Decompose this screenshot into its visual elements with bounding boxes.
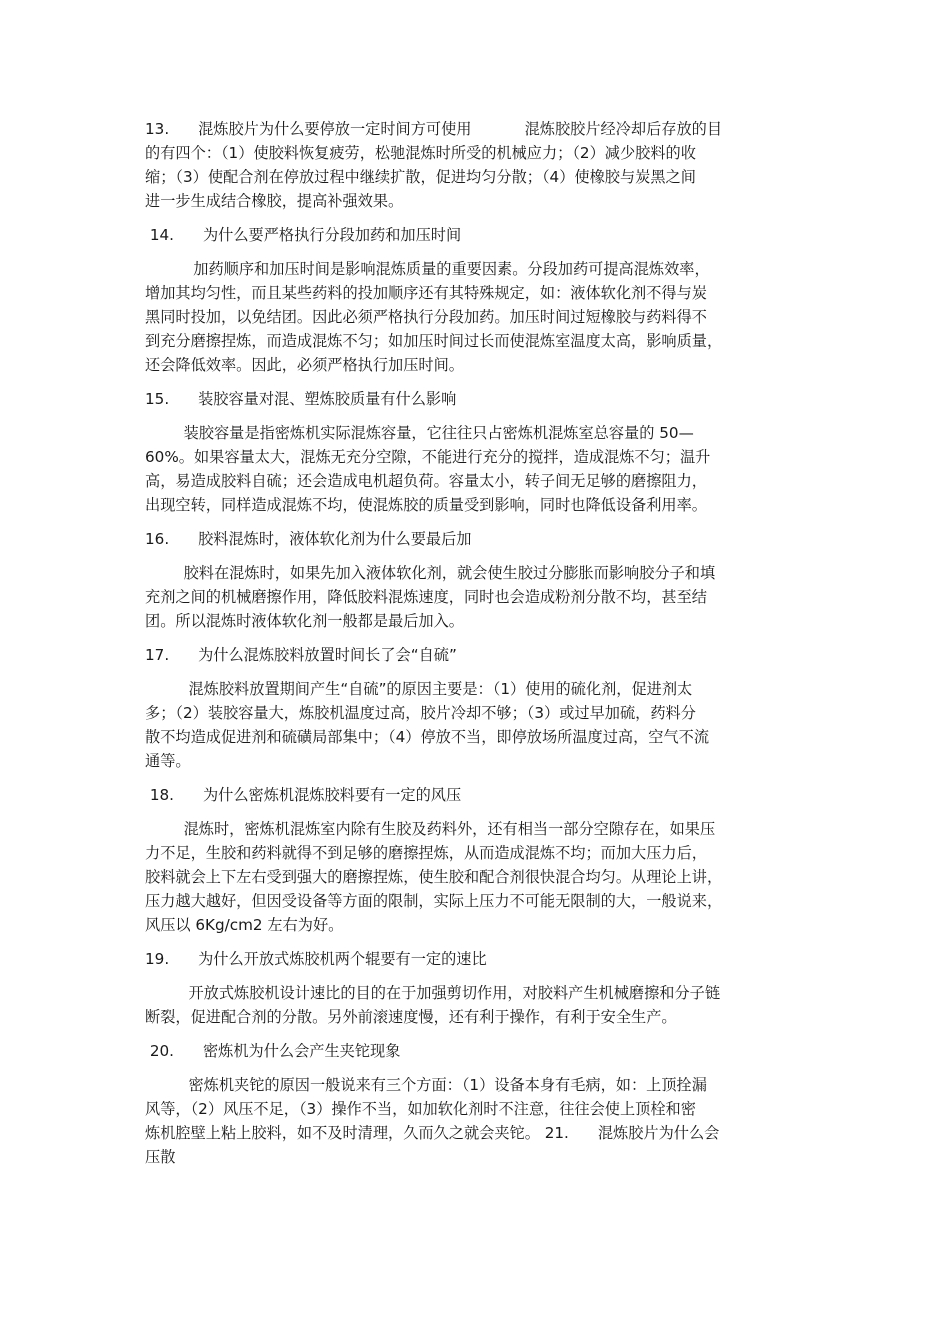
question-heading: 15. 装胶容量对混、塑炼胶质量有什么影响 (145, 390, 457, 408)
answer-paragraph (145, 1073, 807, 1169)
answer-line: 炼机腔壁上粘上胶料，如不及时清理，久而久之就会夹铊。 21. 混炼胶片为什么会 (145, 1124, 720, 1142)
question-heading: 17. 为什么混炼胶料放置时间长了会“自硫” (145, 646, 457, 664)
q13-line-1: 13. 混炼胶片为什么要停放一定时间方可使用 混炼胶胶片经冷却后存放的目 (145, 120, 723, 138)
q13-line-3: 缩；（3）使配合剂在停放过程中继续扩散，促进均匀分散；（4）使橡胶与炭黑之间 (145, 168, 696, 186)
answer-line: 多；（2）装胶容量大，炼胶机温度过高，胶片冷却不够；（3）或过早加硫，药料分 (145, 704, 696, 722)
answer-line: 风压以 6Kg/cm2 左右为好。 (145, 916, 344, 934)
answer-line: 加药顺序和加压时间是影响混炼质量的重要因素。分段加药可提高混炼效率， (145, 260, 710, 278)
question-heading: 16. 胶料混炼时，液体软化剂为什么要最后加 (145, 530, 472, 548)
answer-line: 断裂，促进配合剂的分散。另外前滚速度慢，还有利于操作，有利于安全生产。 (145, 1008, 677, 1026)
answer-line: 高，易造成胶料自硫；还会造成电机超负荷。容量太小，转子间无足够的磨擦阻力， (145, 472, 707, 490)
answer-line: 还会降低效率。因此，必须严格执行加压时间。 (145, 356, 464, 374)
section-q20 (145, 1039, 807, 1169)
answer-paragraph (145, 981, 807, 1029)
answer-line: 散不均造成促进剂和硫磺局部集中；（4）停放不当，即停放场所温度过高，空气不流 (145, 728, 710, 746)
section-q13 (145, 117, 807, 213)
answer-line: 混炼时，密炼机混炼室内除有生胶及药料外，还有相当一部分空隙存在，如果压 (145, 820, 716, 838)
answer-line: 60%。如果容量太大，混炼无充分空隙，不能进行充分的搅拌，造成混炼不匀；温升 (145, 448, 711, 466)
question-heading: 14. 为什么要严格执行分段加药和加压时间 (145, 226, 462, 244)
answer-line: 开放式炼胶机设计速比的目的在于加强剪切作用，对胶料产生机械磨擦和分子链 (145, 984, 721, 1002)
answer-line: 压散 (145, 1148, 176, 1166)
answer-line: 压力越大越好，但因受设备等方面的限制，实际上压力不可能无限制的大，一般说来， (145, 892, 723, 910)
question-heading: 18. 为什么密炼机混炼胶料要有一定的风压 (145, 786, 462, 804)
section-q17 (145, 643, 807, 773)
question-heading: 19. 为什么开放式炼胶机两个辊要有一定的速比 (145, 950, 487, 968)
answer-line: 混炼胶料放置期间产生“自硫”的原因主要是：（1）使用的硫化剂，促进剂太 (145, 680, 693, 698)
answer-line: 力不足，生胶和药料就得不到足够的磨擦捏炼，从而造成混炼不均；而加大压力后， (145, 844, 707, 862)
answer-paragraph (145, 677, 807, 773)
answer-paragraph (145, 561, 807, 633)
q13-line-2: 的有四个：（1）使胶料恢复疲劳，松驰混炼时所受的机械应力；（2）减少胶料的收 (145, 144, 696, 162)
answer-line: 胶料就会上下左右受到强大的磨擦捏炼，使生胶和配合剂很快混合均匀。从理论上讲， (145, 868, 723, 886)
section-q14 (145, 223, 807, 377)
document-page (145, 117, 807, 1179)
section-q19 (145, 947, 807, 1029)
question-heading: 20. 密炼机为什么会产生夹铊现象 (145, 1042, 401, 1060)
answer-line: 充剂之间的机械磨擦作用，降低胶料混炼速度，同时也会造成粉剂分散不均，甚至结 (145, 588, 707, 606)
section-q18 (145, 783, 807, 937)
answer-paragraph (145, 421, 807, 517)
answer-line: 胶料在混炼时，如果先加入液体软化剂，就会使生胶过分膨胀而影响胶分子和填 (145, 564, 716, 582)
answer-line: 风等，（2）风压不足，（3）操作不当，如加软化剂时不注意，往往会使上顶栓和密 (145, 1100, 696, 1118)
section-q16 (145, 527, 807, 633)
answer-paragraph (145, 257, 807, 377)
answer-line: 到充分磨擦捏炼，而造成混炼不匀；如加压时间过长而使混炼室温度太高，影响质量， (145, 332, 723, 350)
answer-line: 密炼机夹铊的原因一般说来有三个方面：（1）设备本身有毛病，如：上顶拴漏 (145, 1076, 707, 1094)
answer-line: 通等。 (145, 752, 191, 770)
section-q15 (145, 387, 807, 517)
answer-paragraph (145, 817, 807, 937)
answer-line: 黑同时投加，以免结团。因此必须严格执行分段加药。加压时间过短橡胶与药料得不 (145, 308, 707, 326)
q13-line-4: 进一步生成结合橡胶，提高补强效果。 (145, 192, 404, 210)
answer-line: 出现空转，同样造成混炼不均，使混炼胶的质量受到影响，同时也降低设备利用率。 (145, 496, 707, 514)
answer-line: 装胶容量是指密炼机实际混炼容量，它往往只占密炼机混炼室总容量的 50— (145, 424, 694, 442)
answer-line: 增加其均匀性，而且某些药料的投加顺序还有其特殊规定，如：液体软化剂不得与炭 (145, 284, 707, 302)
answer-line: 团。所以混炼时液体软化剂一般都是最后加入。 (145, 612, 464, 630)
